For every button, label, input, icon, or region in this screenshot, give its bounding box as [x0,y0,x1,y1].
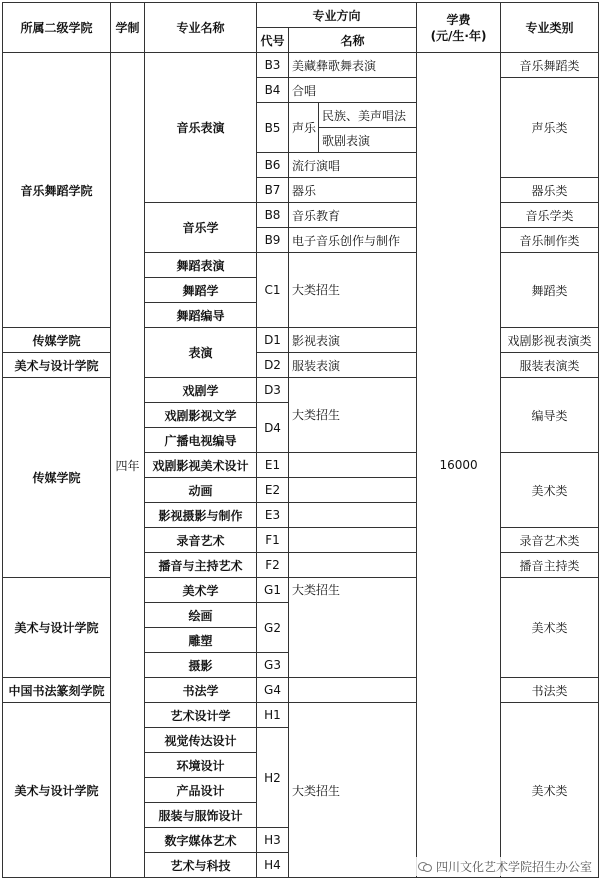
direction-folk-bel-canto: 民族、美声唱法 [319,103,417,128]
code-h2: H2 [257,728,289,828]
major-drama-film-art-design: 戏剧影视美术设计 [145,453,257,478]
code-g4: G4 [257,678,289,703]
major-painting: 绘画 [145,603,257,628]
header-direction: 专业方向 [257,3,417,28]
code-b3: B3 [257,53,289,78]
college-media-1: 传媒学院 [3,328,111,353]
major-photography: 摄影 [145,653,257,678]
header-code: 代号 [257,28,289,53]
direction-yi-song-dance: 美藏彝歌舞表演 [289,53,417,78]
category-drama-film-acting: 戏剧影视表演类 [501,328,599,353]
watermark-text: 四川文化艺术学院招生办公室 [435,860,592,874]
category-broadcasting: 播音主持类 [501,553,599,578]
code-c1: C1 [257,253,289,328]
direction-music-education: 音乐教育 [289,203,417,228]
header-fee-unit: (元/生·年) [430,28,487,43]
college-art-design-1: 美术与设计学院 [3,353,111,378]
category-fashion-show: 服装表演类 [501,353,599,378]
direction-general-c1: 大类招生 [289,253,417,328]
college-art-design-2: 美术与设计学院 [3,578,111,678]
direction-empty-e2 [289,478,417,503]
code-h1: H1 [257,703,289,728]
college-calligraphy: 中国书法篆刻学院 [3,678,111,703]
direction-chorus: 合唱 [289,78,417,103]
code-b8: B8 [257,203,289,228]
direction-general-d: 大类招生 [289,378,417,453]
code-d1: D1 [257,328,289,353]
major-choreography: 舞蹈编导 [145,303,257,328]
code-g3: G3 [257,653,289,678]
header-dir-name: 名称 [289,28,417,53]
code-g2: G2 [257,603,289,653]
direction-empty-f1 [289,528,417,553]
code-b9: B9 [257,228,289,253]
college-media-2: 传媒学院 [3,378,111,578]
code-d2: D2 [257,353,289,378]
code-g1: G1 [257,578,289,603]
major-digital-media-art: 数字媒体艺术 [145,828,257,853]
category-calligraphy: 书法类 [501,678,599,703]
major-product-design: 产品设计 [145,778,257,803]
major-visual-communication: 视觉传达设计 [145,728,257,753]
major-broadcast-directing: 广播电视编导 [145,428,257,453]
category-recording: 录音艺术类 [501,528,599,553]
watermark [416,857,594,876]
header-college: 所属二级学院 [3,3,111,53]
major-recording-art: 录音艺术 [145,528,257,553]
header-major-name: 专业名称 [145,3,257,53]
direction-opera: 歌剧表演 [319,128,417,153]
direction-fashion-show: 服装表演 [289,353,417,378]
direction-film-acting: 影视表演 [289,328,417,353]
major-dance-performance: 舞蹈表演 [145,253,257,278]
major-film-photography: 影视摄影与制作 [145,503,257,528]
wechat-icon [418,861,432,872]
category-fine-arts-1: 美术类 [501,453,599,528]
header-fee [417,3,501,53]
header-fee-label: 学费 [446,12,471,27]
direction-empty-g4 [289,678,417,703]
direction-general-g: 大类招生 [289,578,417,678]
major-sculpture: 雕塑 [145,628,257,653]
major-costume-design: 服装与服饰设计 [145,803,257,828]
code-b6: B6 [257,153,289,178]
category-vocal: 声乐类 [501,78,599,178]
major-music-performance: 音乐表演 [145,53,257,203]
category-fine-arts-2: 美术类 [501,578,599,678]
major-drama-film-literature: 戏剧影视文学 [145,403,257,428]
category-music-production: 音乐制作类 [501,228,599,253]
college-art-design-3: 美术与设计学院 [3,703,111,878]
category-directing: 编导类 [501,378,599,453]
major-environmental-design: 环境设计 [145,753,257,778]
category-instrumental: 器乐类 [501,178,599,203]
code-b5: B5 [257,103,289,153]
code-h4: H4 [257,853,289,878]
major-broadcasting-hosting: 播音与主持艺术 [145,553,257,578]
duration-cell: 四年 [111,53,145,878]
admissions-table [2,2,599,878]
header-duration: 学制 [111,3,145,53]
code-d4: D4 [257,403,289,453]
major-musicology: 音乐学 [145,203,257,253]
category-music-dance: 音乐舞蹈类 [501,53,599,78]
direction-empty-e3 [289,503,417,528]
direction-pop-singing: 流行演唱 [289,153,417,178]
college-music-dance: 音乐舞蹈学院 [3,53,111,328]
major-dance-studies: 舞蹈学 [145,278,257,303]
code-e3: E3 [257,503,289,528]
direction-electronic-music: 电子音乐创作与制作 [289,228,417,253]
direction-empty-e1 [289,453,417,478]
direction-empty-f2 [289,553,417,578]
code-b4: B4 [257,78,289,103]
major-animation: 动画 [145,478,257,503]
code-h3: H3 [257,828,289,853]
code-e2: E2 [257,478,289,503]
direction-instrumental: 器乐 [289,178,417,203]
major-art-technology: 艺术与科技 [145,853,257,878]
major-calligraphy: 书法学 [145,678,257,703]
category-musicology: 音乐学类 [501,203,599,228]
direction-general-h: 大类招生 [289,703,417,878]
code-f1: F1 [257,528,289,553]
major-drama-studies: 戏剧学 [145,378,257,403]
code-d3: D3 [257,378,289,403]
code-f2: F2 [257,553,289,578]
major-performance: 表演 [145,328,257,378]
header-category: 专业类别 [501,3,599,53]
major-art-design-studies: 艺术设计学 [145,703,257,728]
code-b7: B7 [257,178,289,203]
major-fine-arts: 美术学 [145,578,257,603]
category-dance: 舞蹈类 [501,253,599,328]
code-e1: E1 [257,453,289,478]
fee-cell: 16000 [417,53,501,878]
direction-vocal: 声乐 [289,103,319,153]
category-fine-arts-3: 美术类 [501,703,599,878]
